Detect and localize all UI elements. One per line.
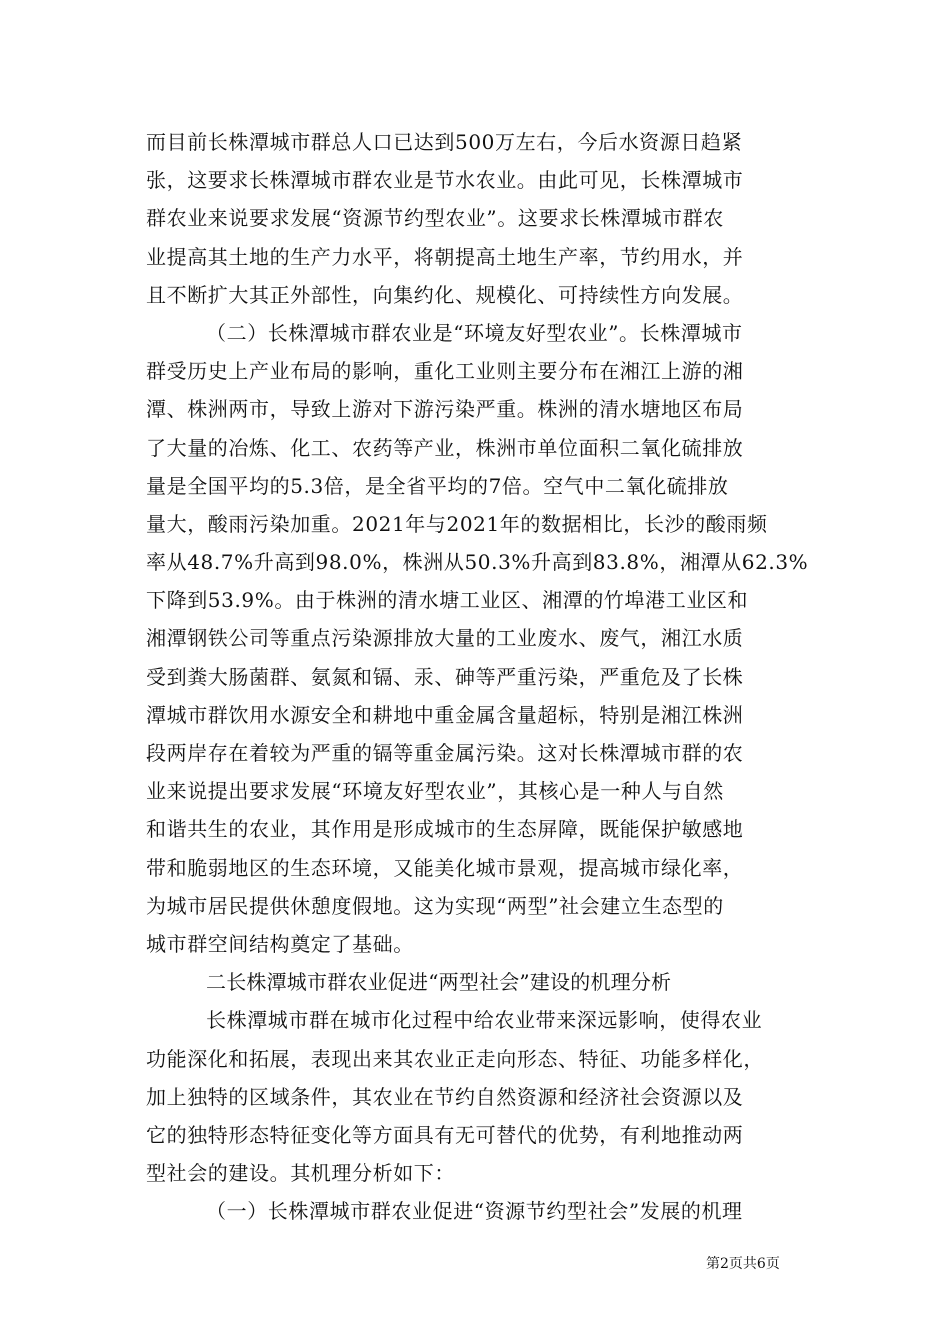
text-line: 群农业来说要求发展“资源节约型农业”。这要求长株潭城市群农 bbox=[146, 206, 724, 231]
text-line: 加上独特的区域条件，其农业在节约自然资源和经济社会资源以及 bbox=[146, 1084, 744, 1109]
body-text bbox=[146, 123, 826, 1230]
text-line: 为城市居民提供休憩度假地。这为实现“两型”社会建立生态型的 bbox=[146, 893, 724, 918]
page-number-footer: 第2页共6页 bbox=[706, 1256, 780, 1272]
text-line: 业来说提出要求发展“环境友好型农业”，其核心是一种人与自然 bbox=[146, 779, 724, 804]
text-line: 功能深化和拓展，表现出来其农业正走向形态、特征、功能多样化， bbox=[146, 1046, 764, 1071]
text-line: 张，这要求长株潭城市群农业是节水农业。由此可见，长株潭城市 bbox=[146, 168, 744, 193]
text-line: 而目前长株潭城市群总人口已达到500万左右，今后水资源日趋紧 bbox=[146, 130, 743, 154]
text-line: 长株潭城市群在城市化过程中给农业带来深远影响，使得农业 bbox=[206, 1008, 763, 1033]
text-line: 段两岸存在着较为严重的镉等重金属污染。这对长株潭城市群的农 bbox=[146, 741, 744, 765]
text-line: 群受历史上产业布局的影响，重化工业则主要分布在湘江上游的湘 bbox=[146, 359, 744, 384]
text-line: 率从48.7%升高到98.0%，株洲从50.3%升高到83.8%，湘潭从62.3% bbox=[146, 550, 809, 575]
text-line: （一）长株潭城市群农业促进“资源节约型社会”发展的机理 bbox=[206, 1199, 743, 1224]
text-line: 量大，酸雨污染加重。2021年与2021年的数据相比，长沙的酸雨频 bbox=[146, 511, 768, 536]
text-line: 湘潭钢铁公司等重点污染源排放大量的工业废水、废气，湘江水质 bbox=[146, 626, 744, 651]
text-line: 城市群空间结构奠定了基础。 bbox=[146, 931, 414, 956]
text-line: 下降到53.9%。由于株洲的清水塘工业区、湘潭的竹埠港工业区和 bbox=[146, 588, 749, 613]
text-line: 受到粪大肠菌群、氨氮和镉、汞、砷等严重污染，严重危及了长株 bbox=[146, 664, 744, 689]
text-line: 潭城市群饮用水源安全和耕地中重金属含量超标，特别是湘江株洲 bbox=[146, 702, 744, 727]
text-line: 型社会的建设。其机理分析如下： bbox=[146, 1161, 455, 1186]
text-line: 带和脆弱地区的生态环境，又能美化城市景观，提高城市绿化率， bbox=[146, 855, 744, 880]
text-line: 业提高其土地的生产力水平，将朝提高土地生产率，节约用水，并 bbox=[146, 244, 744, 269]
text-line: 它的独特形态特征变化等方面具有无可替代的优势，有利地推动两 bbox=[146, 1122, 744, 1147]
text-line: 且不断扩大其正外部性，向集约化、规模化、可持续性方向发展。 bbox=[146, 282, 744, 307]
text-line: 潭、株洲两市，导致上游对下游污染严重。株洲的清水塘地区布局 bbox=[146, 397, 744, 422]
text-line: （二）长株潭城市群农业是“环境友好型农业”。长株潭城市 bbox=[206, 320, 743, 345]
text-line: 量是全国平均的5.3倍，是全省平均的7倍。空气中二氧化硫排放 bbox=[146, 473, 729, 498]
text-line: 和谐共生的农业，其作用是形成城市的生态屏障，既能保护敏感地 bbox=[146, 817, 744, 842]
text-line: 了大量的冶炼、化工、农药等产业，株洲市单位面积二氧化硫排放 bbox=[146, 435, 744, 460]
section-heading: 二长株潭城市群农业促进“两型社会”建设的机理分析 bbox=[206, 970, 672, 995]
